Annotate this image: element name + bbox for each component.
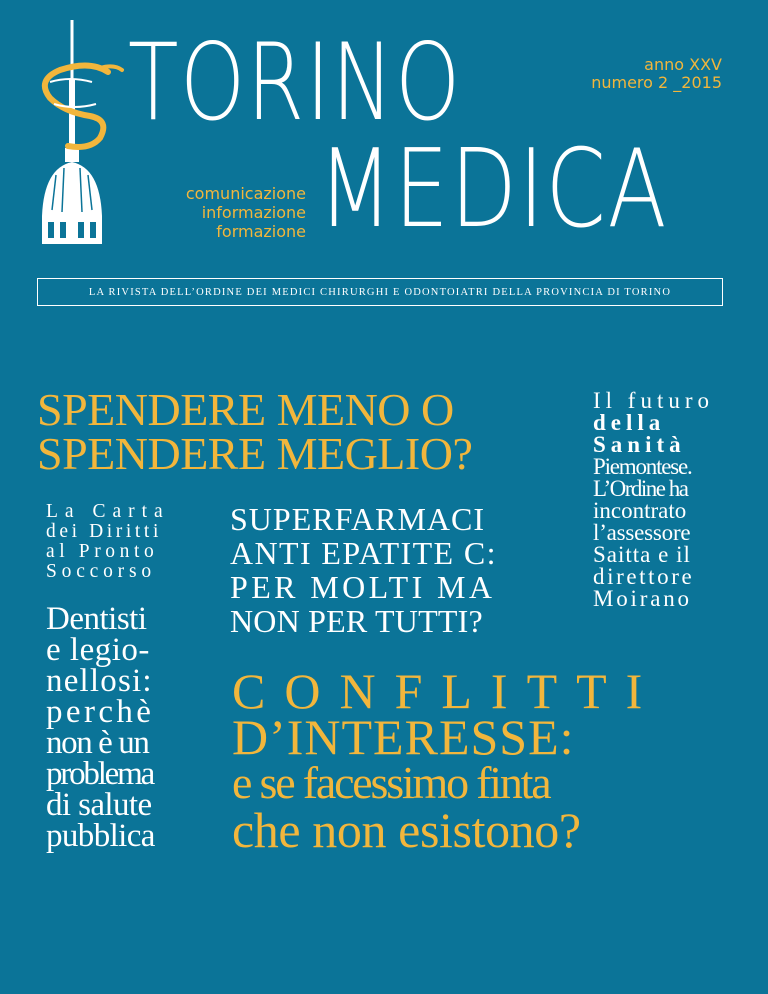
headline-line: Soccorso — [46, 561, 156, 582]
headline-line: ANTI EPATITE C: — [230, 535, 497, 571]
tagline-line: comunicazione — [185, 184, 306, 203]
headline-line: La Carta — [46, 501, 170, 522]
headline-line: non è un — [46, 725, 149, 761]
headline-line: della — [593, 410, 666, 435]
headline-line: pubblica — [46, 818, 155, 854]
headline-superfarmaci — [230, 502, 570, 638]
masthead-title-torino: TORINO — [128, 21, 462, 144]
headline-line: incontrato — [593, 498, 687, 523]
headline-futuro-sanita — [593, 390, 733, 610]
masthead-title-medica: MEDICA — [318, 127, 669, 252]
headline-line: al Pronto — [46, 541, 159, 562]
headline-spendere — [37, 384, 567, 479]
headline-line: Saitta e il — [593, 542, 691, 567]
headline-line: nellosi: — [46, 663, 153, 699]
headline-line: dei Diritti — [46, 521, 162, 542]
headline-conflitti-interesse — [232, 663, 732, 858]
headline-line: e legio- — [46, 632, 150, 668]
subtitle-banner: LA RIVISTA DELL’ORDINE DEI MEDICI CHIRURGHI E ODONTOIATRI DELLA PROVINCIA DI TORINO — [37, 278, 723, 306]
headline-line: SPENDERE MEGLIO? — [37, 428, 473, 479]
issue-info — [591, 56, 722, 92]
headline-line: di salute — [46, 787, 152, 823]
headline-line: L’Ordine ha — [593, 476, 688, 501]
headline-line: Moirano — [593, 586, 692, 611]
headline-line: SUPERFARMACI — [230, 501, 486, 537]
tagline-line: formazione — [216, 222, 306, 241]
headline-line: D’INTERESSE: — [232, 709, 575, 765]
headline-line: perchè — [46, 694, 155, 730]
headline-dentisti — [46, 601, 226, 854]
headline-line: e se facessimo finta — [232, 757, 550, 808]
headline-line: NON PER TUTTI? — [230, 603, 483, 639]
headline-line: Piemontese. — [593, 454, 692, 479]
headline-line: Dentisti — [46, 601, 147, 637]
headline-line: problema — [46, 756, 154, 792]
headline-carta-diritti — [46, 502, 198, 582]
headline-line: PER MOLTI MA — [230, 569, 496, 605]
headline-line: Sanità — [593, 432, 686, 457]
headline-line: l’assessore — [593, 520, 691, 545]
headline-line: CONFLITTI — [232, 663, 662, 719]
headline-line: Il futuro — [593, 388, 715, 413]
headline-line: direttore — [593, 564, 695, 589]
headline-line: che non esistono? — [232, 802, 581, 858]
masthead-tagline — [186, 184, 306, 241]
issue-year: anno XXV — [644, 55, 722, 74]
headline-line: SPENDERE MENO O — [37, 384, 454, 435]
tagline-line: informazione — [201, 203, 306, 222]
mole-antonelliana-caduceus-icon — [30, 20, 130, 246]
issue-number: numero 2 _2015 — [591, 73, 722, 92]
